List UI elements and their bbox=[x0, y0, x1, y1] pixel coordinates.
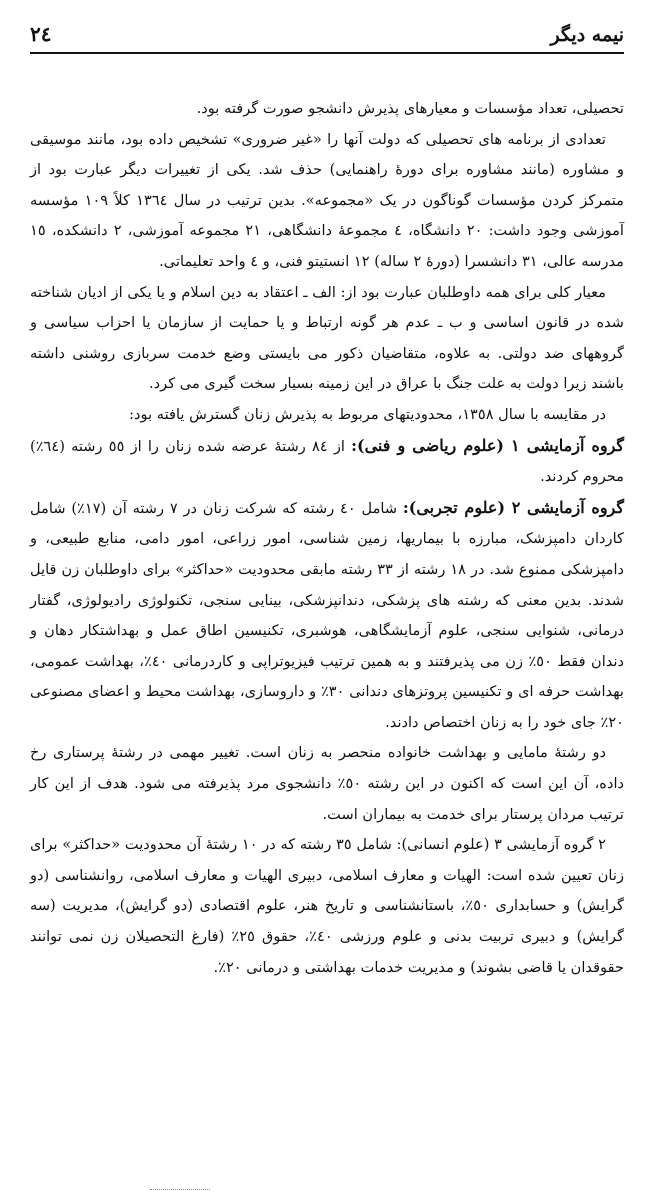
scan-smudge bbox=[150, 1179, 210, 1190]
group-paragraph bbox=[30, 493, 624, 739]
group-paragraph bbox=[30, 431, 624, 493]
page-number: ٢٤ bbox=[30, 22, 52, 46]
paragraph: معیار کلی برای همه داوطلبان عبارت بود از: الف ـ اعتقاد به دین اسلام و یا یکی از ادیان شناخته شده در قانون اساسی و ب ـ عدم هر گونه ارتباط و یا حمایت از سازمان یا احزاب سیاسی و گروههای ضد دولتی. به علاوه، متقاضیان ذکور می بایستی وضع خدمت سربازی روشنی داشته باشند زیرا دولت به علت جنگ با عراق در این زمینه بسیار سخت گیری می کرد. bbox=[30, 283, 624, 393]
group-title: گروه آزمایشی ١ (علوم ریاضی و فنی): bbox=[351, 435, 625, 455]
page-header bbox=[30, 22, 624, 54]
paragraph: دو رشتهٔ مامایی و بهداشت خانواده منحصر به زنان است. تغییر مهمی در رشتهٔ پرستاری رخ داده، آن این است که اکنون در این رشته ٥٠٪ دانشجوی مرد پذیرفته می شود. هدف از این کار ترتیب مردان پرستار برای خدمت به بیماران است. bbox=[30, 744, 625, 823]
group-text: از ٨٤ رشتهٔ عرضه شده زنان را از ٥٥ رشته (٦٤٪) محروم کردند. bbox=[30, 437, 624, 486]
group-title: گروه آزمایشی ٢ (علوم تجربی): bbox=[402, 497, 624, 517]
running-title: نیمه دیگر bbox=[550, 24, 624, 46]
group-text: شامل ٤٠ رشته که شرکت زنان در ٧ رشته آن (١٧٪) شامل کاردان دامپزشک، مبارزه با بیماریها، زمین شناسی، امور زراعی، امور دامی، منابع طبیعی، و دامپزشکی ممنوع شد. در ١٨ رشته از ٣٣ رشته مابقی محدودیت «حداکثر» برای داوطلبان زن قایل شدند. بدین معنی که رشته های پزشکی، دندانپزشکی، بینایی سنجی، تکنولوژی رادیولوژی، گفتار درمانی، شنوایی سنجی، علوم آزمایشگاهی، هوشبری، تکنیسین اطاق عمل و بهداشتکار دهان و دندان فقط ٥٠٪ زن می پذیرفتند و به همین ترتیب فیزیوتراپی و کاردرمانی ٤٠٪، بهداشت عمومی، بهداشت حرفه ای و تکنیسین پروتزهای دندانی ٣٠٪ و داروسازی، بهداشت محیط و اعضای مصنوعی ٢٠٪ جای خود را به زنان اختصاص دادند. bbox=[30, 499, 625, 731]
paragraph: تحصیلی، تعداد مؤسسات و معیارهای پذیرش دانشجو صورت گرفته بود. bbox=[196, 100, 624, 117]
body-text bbox=[30, 94, 624, 983]
paragraph: ٢ گروه آزمایشی ٣ (علوم انسانی): شامل ٣٥ رشته که در ١٠ رشتهٔ آن محدودیت «حداکثر» برای زنان تعیین شده است: الهیات و معارف اسلامی، دبیری الهیات و معارف اسلامی، روانشناسی (دو گرایش) و حسابداری ٥٠٪، باستانشناسی و تاریخ هنر، علوم اقتصادی (دو گرایش)، مدیریت (سه گرایش) و دبیری تربیت بدنی و علوم ورزشی ٤٠٪، حقوق ٢٥٪ (فارغ التحصیلان زن نمی توانند حقوقدان یا قاضی بشوند) و مدیریت خدمات بهداشتی و درمانی ٢٠٪. bbox=[30, 836, 624, 976]
paragraph: تعدادی از برنامه های تحصیلی که دولت آنها را «غیر ضروری» تشخیص داده بود، مانند موسیقی و مشاوره (مانند مشاوره برای دورهٔ راهنمایی) حذف شد. یکی از تغییرات دیگر عبارت بود از متمرکز کردن مؤسسات گوناگون در یک «مجموعه». بدین ترتیب در سال ١٣٦٤ کلاً ١٠٩ مؤسسه آموزشی وجود داشت: ٢٠ دانشگاه، ٤ مجموعهٔ دانشگاهی، ٢١ مجموعه آموزشی، ٢ دانشکده، ١٥ مدرسه عالی، ٣١ دانشسرا (دورهٔ ٢ ساله) ١٢ انستیتو فنی، و ٤ واحد تعلیماتی. bbox=[30, 130, 625, 270]
paragraph: در مقایسه با سال ١٣٥٨، محدودیتهای مربوط به پذیرش زنان گسترش یافته بود: bbox=[129, 405, 606, 423]
